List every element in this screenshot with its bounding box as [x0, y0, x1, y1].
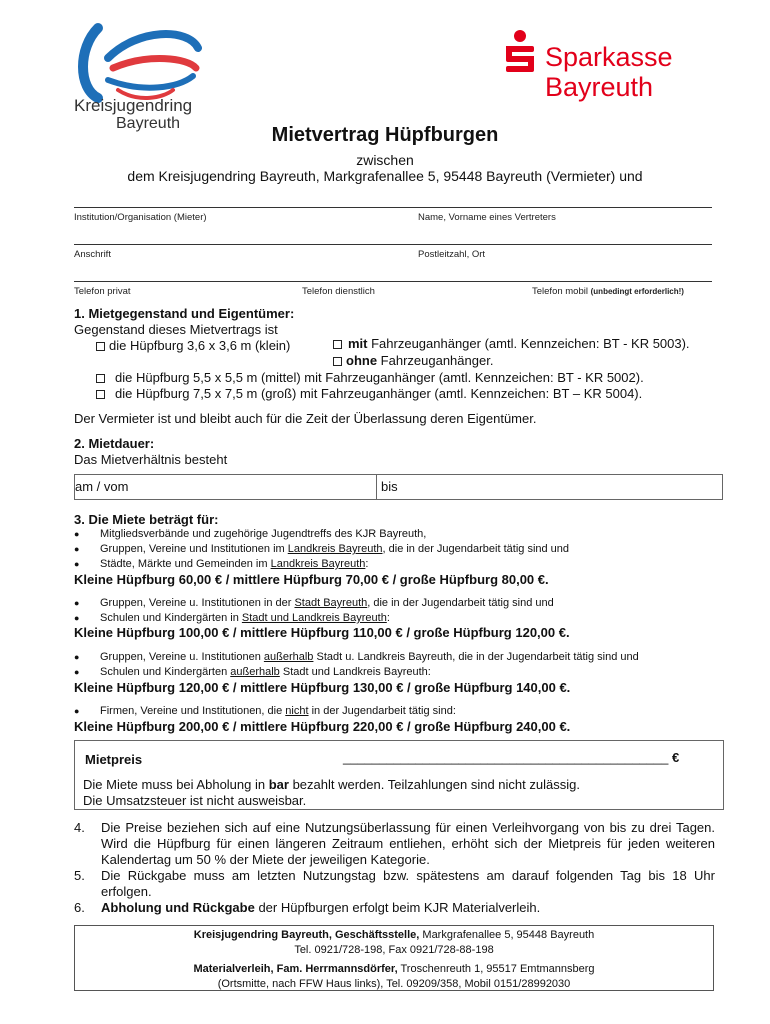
without-trailer-checkbox[interactable] [333, 357, 342, 366]
item-5-number: 5. [74, 868, 85, 883]
footer-line-3: Materialverleih, Fam. Herrmannsdörfer, Troschenreuth 1, 95517 Emtmannsberg [193, 963, 595, 975]
phone-field[interactable] [74, 281, 712, 282]
item-6-text: Abholung und Rückgabe der Hüpfburgen erfolgt beim KJR Materialverleih. [101, 900, 541, 915]
section2-intro: Das Mietverhältnis besteht [74, 452, 228, 467]
section1-heading: 1. Mietgegenstand und Eigentümer: [74, 306, 295, 321]
between-text: zwischen [356, 152, 414, 168]
option-medium-checkbox[interactable] [96, 374, 105, 383]
option-small: die Hüpfburg 3,6 x 3,6 m (klein) [96, 338, 290, 353]
price-line-3: Kleine Hüpfburg 120,00 € / mittlere Hüpfburg 130,00 € / große Hüpfburg 140,00 €. [74, 680, 571, 695]
footer-line-2: Tel. 0921/728-198, Fax 0921/728-88-198 [294, 944, 494, 956]
address-label: Anschrift [74, 249, 111, 260]
phone-mobile-label: Telefon mobil (unbedingt erforderlich!) [532, 286, 684, 297]
kjr-logo-text: Kreisjugendring [74, 96, 193, 115]
price-line-1: Kleine Hüpfburg 60,00 € / mittlere Hüpfburg 70,00 € / große Hüpfburg 80,00 €. [74, 572, 549, 587]
phone-work-label: Telefon dienstlich [302, 286, 375, 297]
option-large: die Hüpfburg 7,5 x 7,5 m (groß) mit Fahrzeuganhänger (amtl. Kennzeichen: BT – KR 5004). [96, 386, 642, 401]
price-line-4: Kleine Hüpfburg 200,00 € / mittlere Hüpfburg 220,00 € / große Hüpfburg 240,00 €. [74, 719, 571, 734]
footer-line-4: (Ortsmitte, nach FFW Haus links), Tel. 09209/358, Mobil 0151/28992030 [217, 978, 571, 990]
option-medium: die Hüpfburg 5,5 x 5,5 m (mittel) mit Fahrzeuganhänger (amtl. Kennzeichen: BT - KR 5002). [96, 370, 644, 385]
price-note-tax: Die Umsatzsteuer ist nicht ausweisbar. [83, 793, 307, 808]
rental-period-table [74, 474, 723, 500]
option-small-checkbox[interactable] [96, 342, 105, 351]
price-label: Mietpreis [85, 752, 143, 767]
ownership-text: Der Vermieter ist und bleibt auch für die Zeit der Überlassung deren Eigentümer. [74, 411, 537, 426]
kjr-logo-subtext: Bayreuth [116, 115, 181, 132]
price-input[interactable]: _____________________________________________ € [343, 750, 680, 765]
phone-private-label: Telefon privat [74, 286, 131, 297]
item-4-text: Die Preise beziehen sich auf eine Nutzungsüberlassung für einen Verleihvorgang von bis zu drei Tagen. Wird die Hüpfburg für einen längeren Zeitraum entliehen, erhöht sich der Mietpreis für jeden weiteren Kalendertag um 50 % der Miete der jeweiligen Kategorie. [101, 820, 715, 867]
option-large-checkbox[interactable] [96, 390, 105, 399]
item-5-text: Die Rückgabe muss am letzten Nutzungstag bzw. spätestens am darauf folgenden Tag bis 18 Uhr erfolgen. [101, 868, 715, 899]
footer-contact-box [74, 925, 714, 991]
section2-heading: 2. Mietdauer: [74, 436, 155, 451]
institution-label: Institution/Organisation (Mieter) [74, 212, 207, 223]
sparkasse-logo-text: Sparkasse Bayreuth [545, 42, 673, 102]
footer-line-1: Kreisjugendring Bayreuth, Geschäftsstelle, Markgrafenallee 5, 95448 Bayreuth [193, 929, 595, 941]
address-field[interactable] [74, 244, 712, 245]
to-date-field[interactable]: bis [381, 479, 398, 494]
sparkasse-logo-icon [500, 28, 540, 78]
landlord-line: dem Kreisjugendring Bayreuth, Markgrafenallee 5, 95448 Bayreuth (Vermieter) und [127, 168, 643, 184]
item-6-number: 6. [74, 900, 85, 915]
zip-city-label: Postleitzahl, Ort [418, 249, 486, 260]
section3-heading: 3. Die Miete beträgt für: [74, 512, 219, 527]
from-date-field[interactable]: am / vom [75, 475, 377, 499]
price-line-2: Kleine Hüpfburg 100,00 € / mittlere Hüpfburg 110,00 € / große Hüpfburg 120,00 €. [74, 625, 570, 640]
page-title: Mietvertrag Hüpfburgen [271, 124, 499, 146]
option-without-trailer: ohne Fahrzeuganhänger. [333, 353, 493, 368]
with-trailer-checkbox[interactable] [333, 340, 342, 349]
institution-field[interactable] [74, 207, 712, 208]
price-note-payment: Die Miete muss bei Abholung in bar bezahlt werden. Teilzahlungen sind nicht zulässig. [83, 777, 580, 792]
price-box [74, 740, 724, 810]
representative-label: Name, Vorname eines Vertreters [418, 212, 556, 223]
item-4-number: 4. [74, 820, 85, 835]
option-with-trailer: mit Fahrzeuganhänger (amtl. Kennzeichen: BT - KR 5003). [333, 336, 690, 351]
section1-intro: Gegenstand dieses Mietvertrags ist [74, 322, 278, 337]
